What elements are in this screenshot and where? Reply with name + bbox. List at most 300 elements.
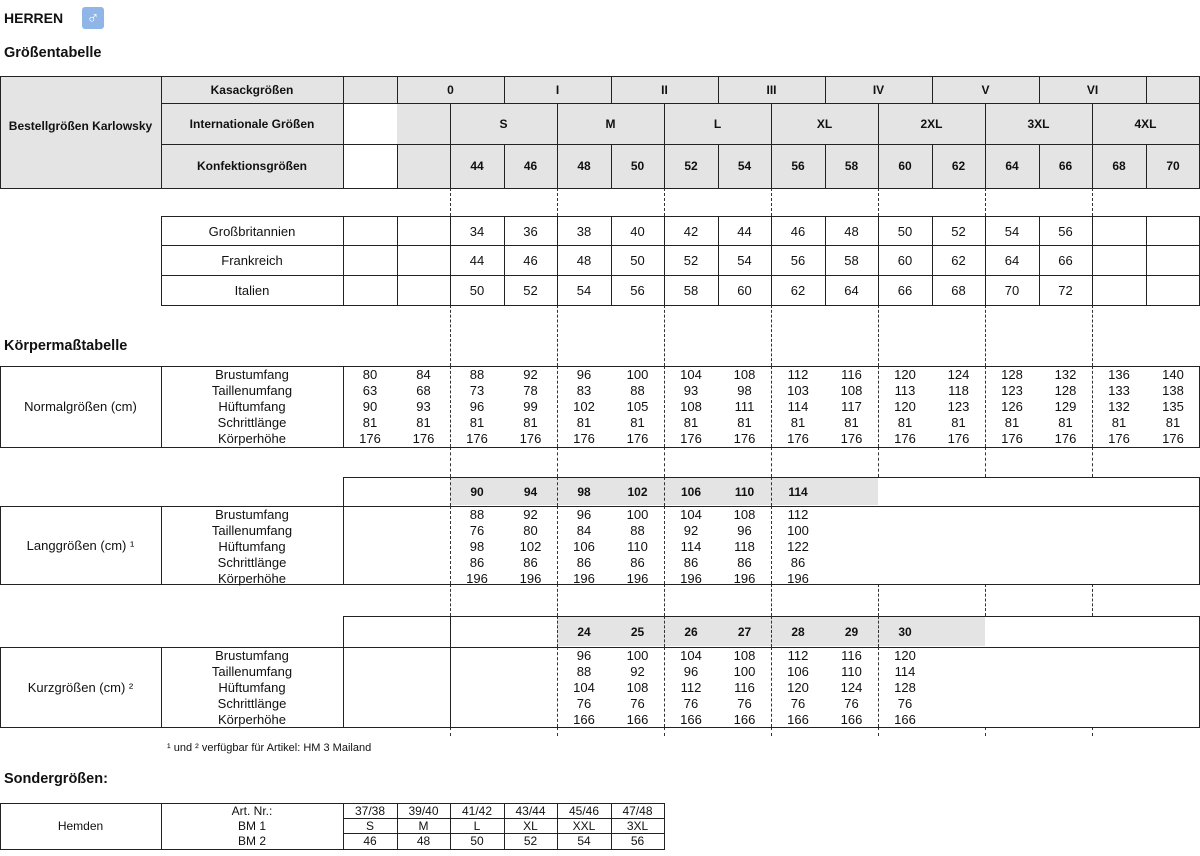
- measure-value: 176: [519, 431, 542, 446]
- country-size: 56: [790, 252, 806, 268]
- measure-column: [771, 507, 825, 587]
- dashed-divider: [878, 366, 879, 447]
- country-name: Frankreich: [221, 252, 283, 268]
- measure-column: [450, 367, 504, 447]
- measure-value: 108: [733, 367, 756, 382]
- dashed-divider: [450, 727, 451, 736]
- measure-label: Taillenumfang: [211, 383, 293, 398]
- country-size: 54: [576, 282, 592, 298]
- dashed-divider: [878, 305, 879, 366]
- measure-value: 96: [576, 648, 592, 663]
- long-size: 102: [627, 484, 648, 499]
- measure-value: 196: [466, 571, 488, 586]
- measure-value: 96: [576, 367, 592, 382]
- measure-value: 86: [630, 555, 645, 570]
- measure-value: 108: [626, 680, 649, 695]
- dashed-divider: [878, 616, 879, 647]
- special-row-label: BM 1: [237, 819, 266, 833]
- kasack-size: III: [766, 82, 777, 97]
- measure-value: 118: [948, 383, 969, 398]
- size-table-title: Größentabelle: [4, 45, 102, 61]
- measure-value: 105: [626, 399, 649, 414]
- measure-value: 100: [626, 507, 649, 522]
- special-value: 52: [523, 834, 538, 848]
- measure-value: 96: [737, 523, 752, 538]
- measure-value: 176: [1001, 431, 1023, 446]
- measure-value: 114: [894, 664, 916, 679]
- measure-value: 92: [523, 507, 538, 522]
- kasack-size: I: [555, 82, 560, 97]
- measure-value: 120: [894, 367, 916, 382]
- measure-value: 196: [733, 571, 756, 586]
- measure-value: 132: [1054, 367, 1077, 382]
- special-item: Hemden: [57, 819, 104, 833]
- country-size: 62: [790, 282, 806, 298]
- measure-value: 86: [576, 555, 592, 570]
- measure-value: 196: [626, 571, 649, 586]
- international-size: 2XL: [920, 116, 943, 131]
- konfektion-size: 56: [791, 159, 805, 173]
- dashed-divider: [450, 305, 451, 366]
- special-value: 46: [363, 834, 377, 848]
- international-size: M: [605, 116, 616, 131]
- special-value: 43/44: [515, 804, 546, 818]
- country-size: 56: [1058, 223, 1073, 239]
- measure-column: [1039, 367, 1092, 447]
- divider: [1092, 216, 1093, 305]
- measure-value: 76: [469, 523, 485, 538]
- divider: [450, 616, 451, 647]
- kasack-size: V: [981, 82, 990, 97]
- dashed-divider: [450, 447, 451, 477]
- measure-value: 93: [683, 383, 699, 398]
- measure-label: Hüftumfang: [218, 539, 286, 554]
- dashed-divider: [557, 188, 558, 216]
- measure-value: 86: [523, 555, 538, 570]
- measure-labels: [161, 367, 343, 447]
- special-value: 47/48: [622, 804, 653, 818]
- measure-value: 81: [951, 415, 966, 430]
- konfektion-size: 70: [1166, 159, 1180, 173]
- dashed-divider: [664, 366, 665, 447]
- measure-label: Körperhöhe: [218, 712, 286, 727]
- divider: [1146, 216, 1147, 305]
- special-value: S: [365, 819, 374, 833]
- measure-value: 76: [737, 696, 752, 711]
- measure-value: 76: [790, 696, 806, 711]
- dashed-divider: [1092, 366, 1093, 447]
- measure-value: 176: [573, 431, 595, 446]
- special-value: XL: [523, 819, 538, 833]
- short-size: 29: [844, 624, 859, 639]
- dashed-divider: [557, 727, 558, 736]
- long-size: 98: [577, 484, 591, 499]
- measure-label: Körperhöhe: [218, 431, 286, 446]
- measure-value: 86: [790, 555, 806, 570]
- konfektion-size: 66: [1058, 159, 1073, 173]
- measure-value: 78: [523, 383, 538, 398]
- country-size: 44: [469, 252, 485, 268]
- konfektion-size: 44: [470, 159, 484, 173]
- measure-value: 135: [1162, 399, 1184, 414]
- konfektion-size: 50: [630, 159, 645, 173]
- measure-value: 176: [626, 431, 649, 446]
- measure-value: 112: [787, 367, 809, 382]
- karlowsky-header: Bestellgrößen Karlowsky: [8, 119, 153, 133]
- country-size: 48: [844, 223, 859, 239]
- dashed-divider: [985, 305, 986, 366]
- special-value: 48: [416, 834, 431, 848]
- country-size: 64: [1004, 252, 1020, 268]
- country-size: 60: [737, 282, 752, 298]
- measure-value: 196: [573, 571, 595, 586]
- special-value: 56: [630, 834, 645, 848]
- country-size: 54: [1004, 223, 1020, 239]
- international-size: 4XL: [1134, 116, 1157, 131]
- measure-value: 166: [573, 712, 595, 727]
- measure-value: 140: [1162, 367, 1184, 382]
- country-size: 68: [951, 282, 966, 298]
- dashed-divider: [557, 366, 558, 447]
- country-size: 50: [897, 223, 913, 239]
- measure-value: 104: [680, 648, 702, 663]
- measure-value: 102: [519, 539, 542, 554]
- divider: [343, 477, 344, 506]
- measure-column: [771, 367, 825, 447]
- measure-column: [611, 507, 664, 587]
- konfektion-size: 46: [523, 159, 538, 173]
- measure-value: 166: [894, 712, 916, 727]
- measure-value: 120: [787, 680, 809, 695]
- divider: [0, 447, 1200, 448]
- long-label: Langgrößen (cm) ¹: [26, 537, 135, 553]
- long-size: 94: [523, 484, 538, 499]
- measure-column: [718, 367, 771, 447]
- dashed-divider: [771, 477, 772, 506]
- measure-value: 76: [844, 696, 859, 711]
- dashed-divider: [985, 447, 986, 477]
- short-size: 30: [898, 624, 912, 639]
- divider: [343, 616, 344, 647]
- measure-value: 81: [1111, 415, 1127, 430]
- measure-value: 128: [894, 680, 916, 695]
- measure-value: 98: [469, 539, 485, 554]
- short-size: 25: [630, 624, 645, 639]
- special-value: 3XL: [626, 819, 649, 833]
- measure-value: 126: [1001, 399, 1023, 414]
- measure-value: 112: [680, 680, 702, 695]
- country-size: 56: [630, 282, 645, 298]
- measure-value: 73: [469, 383, 485, 398]
- measure-value: 196: [680, 571, 702, 586]
- measure-value: 81: [469, 415, 485, 430]
- international-size: XL: [816, 116, 833, 131]
- country-size: 34: [469, 223, 485, 239]
- divider: [343, 506, 344, 585]
- kasack-size: VI: [1086, 82, 1099, 97]
- measure-column: [557, 367, 611, 447]
- measure-column: [557, 507, 611, 587]
- measure-value: 111: [734, 399, 755, 414]
- measure-value: 96: [469, 399, 485, 414]
- measure-value: 100: [626, 648, 649, 663]
- measure-value: 110: [841, 664, 862, 679]
- dashed-divider: [771, 584, 772, 616]
- measure-column: [611, 367, 664, 447]
- kasack-size: IV: [872, 82, 885, 97]
- body-table-title: Körpermaßtabelle: [4, 338, 128, 354]
- country-size: 36: [523, 223, 538, 239]
- measure-column: [557, 648, 611, 728]
- dashed-divider: [664, 647, 665, 727]
- measure-column: [771, 648, 825, 728]
- measure-labels: [161, 507, 343, 587]
- konfektion-size: 54: [737, 159, 752, 173]
- special-row-label: BM 2: [237, 834, 266, 848]
- measure-value: 84: [576, 523, 592, 538]
- konfektion-size: 68: [1112, 159, 1126, 173]
- measure-value: 136: [1108, 367, 1130, 382]
- measure-value: 104: [680, 507, 702, 522]
- measure-label: Hüftumfang: [218, 399, 286, 414]
- country-size: 60: [897, 252, 913, 268]
- country-name: Großbritannien: [208, 223, 296, 239]
- measure-value: 108: [840, 383, 863, 398]
- measure-value: 123: [1001, 383, 1023, 398]
- measure-value: 83: [576, 383, 592, 398]
- measure-column: [397, 367, 450, 447]
- measure-value: 110: [627, 539, 648, 554]
- measure-value: 81: [416, 415, 431, 430]
- short-size: 24: [577, 624, 591, 639]
- country-size: 52: [523, 282, 538, 298]
- measure-value: 138: [1162, 383, 1184, 398]
- measure-value: 196: [787, 571, 809, 586]
- measure-value: 88: [630, 523, 645, 538]
- konfektion-size: 48: [577, 159, 591, 173]
- dashed-divider: [1092, 727, 1093, 736]
- special-value: 39/40: [408, 804, 439, 818]
- measure-value: 100: [787, 523, 809, 538]
- measure-value: 112: [787, 507, 809, 522]
- measure-label: Taillenumfang: [211, 664, 293, 679]
- measure-value: 81: [523, 415, 538, 430]
- measure-value: 100: [626, 367, 649, 382]
- measure-value: 76: [897, 696, 913, 711]
- measure-value: 176: [412, 431, 435, 446]
- dashed-divider: [664, 506, 665, 584]
- kasack-label: Kasackgrößen: [210, 82, 294, 97]
- measure-value: 81: [1165, 415, 1181, 430]
- measure-value: 124: [947, 367, 970, 382]
- country-name: Italien: [234, 282, 270, 298]
- dashed-divider: [450, 477, 451, 506]
- dashed-divider: [557, 477, 558, 506]
- special-value: 41/42: [461, 804, 493, 818]
- measure-value: 166: [626, 712, 649, 727]
- divider: [664, 803, 665, 850]
- dashed-divider: [557, 616, 558, 647]
- dashed-divider: [878, 188, 879, 216]
- measure-column: [1146, 367, 1200, 447]
- measure-value: 166: [840, 712, 863, 727]
- divider: [397, 144, 398, 188]
- dashed-divider: [450, 366, 451, 447]
- divider: [343, 216, 344, 305]
- country-size: 46: [790, 223, 806, 239]
- measure-value: 76: [576, 696, 592, 711]
- special-value: 50: [470, 834, 484, 848]
- measure-label: Brustumfang: [215, 507, 289, 522]
- country-size: 46: [523, 252, 538, 268]
- measure-column: [718, 648, 771, 728]
- country-size: 50: [630, 252, 645, 268]
- measure-value: 104: [573, 680, 595, 695]
- measure-column: [504, 367, 557, 447]
- dashed-divider: [771, 305, 772, 366]
- international-size: L: [713, 116, 722, 131]
- dashed-divider: [771, 188, 772, 216]
- measure-value: 117: [841, 399, 862, 414]
- special-title: Sondergrößen:: [4, 771, 108, 787]
- long-size: 106: [680, 484, 702, 499]
- measure-column: [664, 507, 718, 587]
- country-size: 54: [737, 252, 752, 268]
- international-size: 3XL: [1027, 116, 1050, 131]
- measure-column: [664, 648, 718, 728]
- konfektion-size: 52: [684, 159, 698, 173]
- measure-value: 116: [841, 648, 862, 663]
- long-size: 114: [788, 484, 808, 499]
- measure-column: [825, 367, 878, 447]
- country-size: 58: [844, 252, 859, 268]
- measure-value: 196: [519, 571, 542, 586]
- dashed-divider: [664, 616, 665, 647]
- measure-value: 176: [359, 431, 381, 446]
- measure-value: 88: [469, 367, 485, 382]
- country-size: 62: [951, 252, 966, 268]
- measure-value: 99: [523, 399, 538, 414]
- divider: [397, 216, 398, 305]
- divider: [0, 849, 664, 850]
- measure-value: 81: [1004, 415, 1020, 430]
- measure-value: 86: [737, 555, 752, 570]
- measure-label: Hüftumfang: [218, 680, 286, 695]
- measure-value: 176: [733, 431, 756, 446]
- country-size: 66: [1058, 252, 1073, 268]
- measure-value: 118: [734, 539, 755, 554]
- dashed-divider: [664, 188, 665, 216]
- international-size: S: [499, 116, 508, 131]
- measure-value: 104: [680, 367, 702, 382]
- dashed-divider: [771, 366, 772, 447]
- dashed-divider: [1092, 188, 1093, 216]
- measure-value: 116: [734, 680, 755, 695]
- measure-value: 102: [573, 399, 595, 414]
- measure-value: 93: [416, 399, 431, 414]
- measure-value: 81: [790, 415, 806, 430]
- divider: [161, 305, 1200, 306]
- dashed-divider: [557, 447, 558, 477]
- divider: [1146, 76, 1147, 103]
- international-label: Internationale Größen: [189, 116, 315, 131]
- kasack-size: 0: [447, 82, 454, 97]
- dashed-divider: [985, 188, 986, 216]
- country-size: 48: [576, 252, 592, 268]
- dashed-divider: [878, 727, 879, 736]
- dashed-divider: [664, 727, 665, 736]
- male-symbol-icon: ♂: [82, 7, 104, 29]
- country-size: 38: [576, 223, 592, 239]
- measure-column: [878, 648, 932, 728]
- measure-value: 124: [840, 680, 863, 695]
- measure-value: 128: [1054, 383, 1077, 398]
- measure-value: 129: [1054, 399, 1077, 414]
- country-size: 58: [683, 282, 699, 298]
- dashed-divider: [771, 647, 772, 727]
- measure-value: 114: [680, 539, 702, 554]
- short-size: 26: [684, 624, 698, 639]
- measure-value: 80: [523, 523, 538, 538]
- dashed-divider: [450, 584, 451, 616]
- measure-value: 86: [683, 555, 699, 570]
- measure-value: 166: [787, 712, 809, 727]
- dashed-divider: [771, 447, 772, 477]
- measure-label: Körperhöhe: [218, 571, 286, 586]
- measure-column: [611, 648, 664, 728]
- measure-column: [450, 507, 504, 587]
- measure-value: 108: [680, 399, 702, 414]
- measure-value: 176: [840, 431, 863, 446]
- dashed-divider: [664, 447, 665, 477]
- measure-column: [985, 367, 1039, 447]
- short-size: 28: [791, 624, 805, 639]
- measure-value: 63: [362, 383, 378, 398]
- special-value: 54: [577, 834, 591, 848]
- measure-value: 176: [947, 431, 970, 446]
- measure-value: 68: [416, 383, 431, 398]
- short-size: 27: [737, 624, 752, 639]
- measure-value: 176: [1054, 431, 1077, 446]
- measure-value: 176: [894, 431, 916, 446]
- measure-value: 90: [362, 399, 378, 414]
- measure-value: 176: [680, 431, 702, 446]
- short-label: Kurzgrößen (cm) ²: [27, 679, 134, 695]
- country-size: 52: [951, 223, 966, 239]
- measure-column: [878, 367, 932, 447]
- measure-value: 108: [733, 648, 756, 663]
- divider: [343, 647, 344, 728]
- measure-value: 120: [894, 399, 916, 414]
- measure-value: 88: [630, 383, 645, 398]
- konfektion-size: 58: [844, 159, 859, 173]
- dashed-divider: [985, 584, 986, 616]
- normal-label: Normalgrößen (cm): [24, 399, 137, 414]
- measure-value: 120: [894, 648, 916, 663]
- measure-value: 81: [1058, 415, 1073, 430]
- measure-value: 132: [1108, 399, 1130, 414]
- measure-value: 86: [469, 555, 485, 570]
- country-size: 52: [683, 252, 699, 268]
- long-size: 90: [470, 484, 484, 499]
- measure-value: 128: [1001, 367, 1023, 382]
- dashed-divider: [878, 584, 879, 616]
- special-value: M: [418, 819, 429, 833]
- measure-value: 76: [683, 696, 699, 711]
- dashed-divider: [557, 584, 558, 616]
- measure-column: [825, 648, 878, 728]
- divider: [0, 188, 1200, 189]
